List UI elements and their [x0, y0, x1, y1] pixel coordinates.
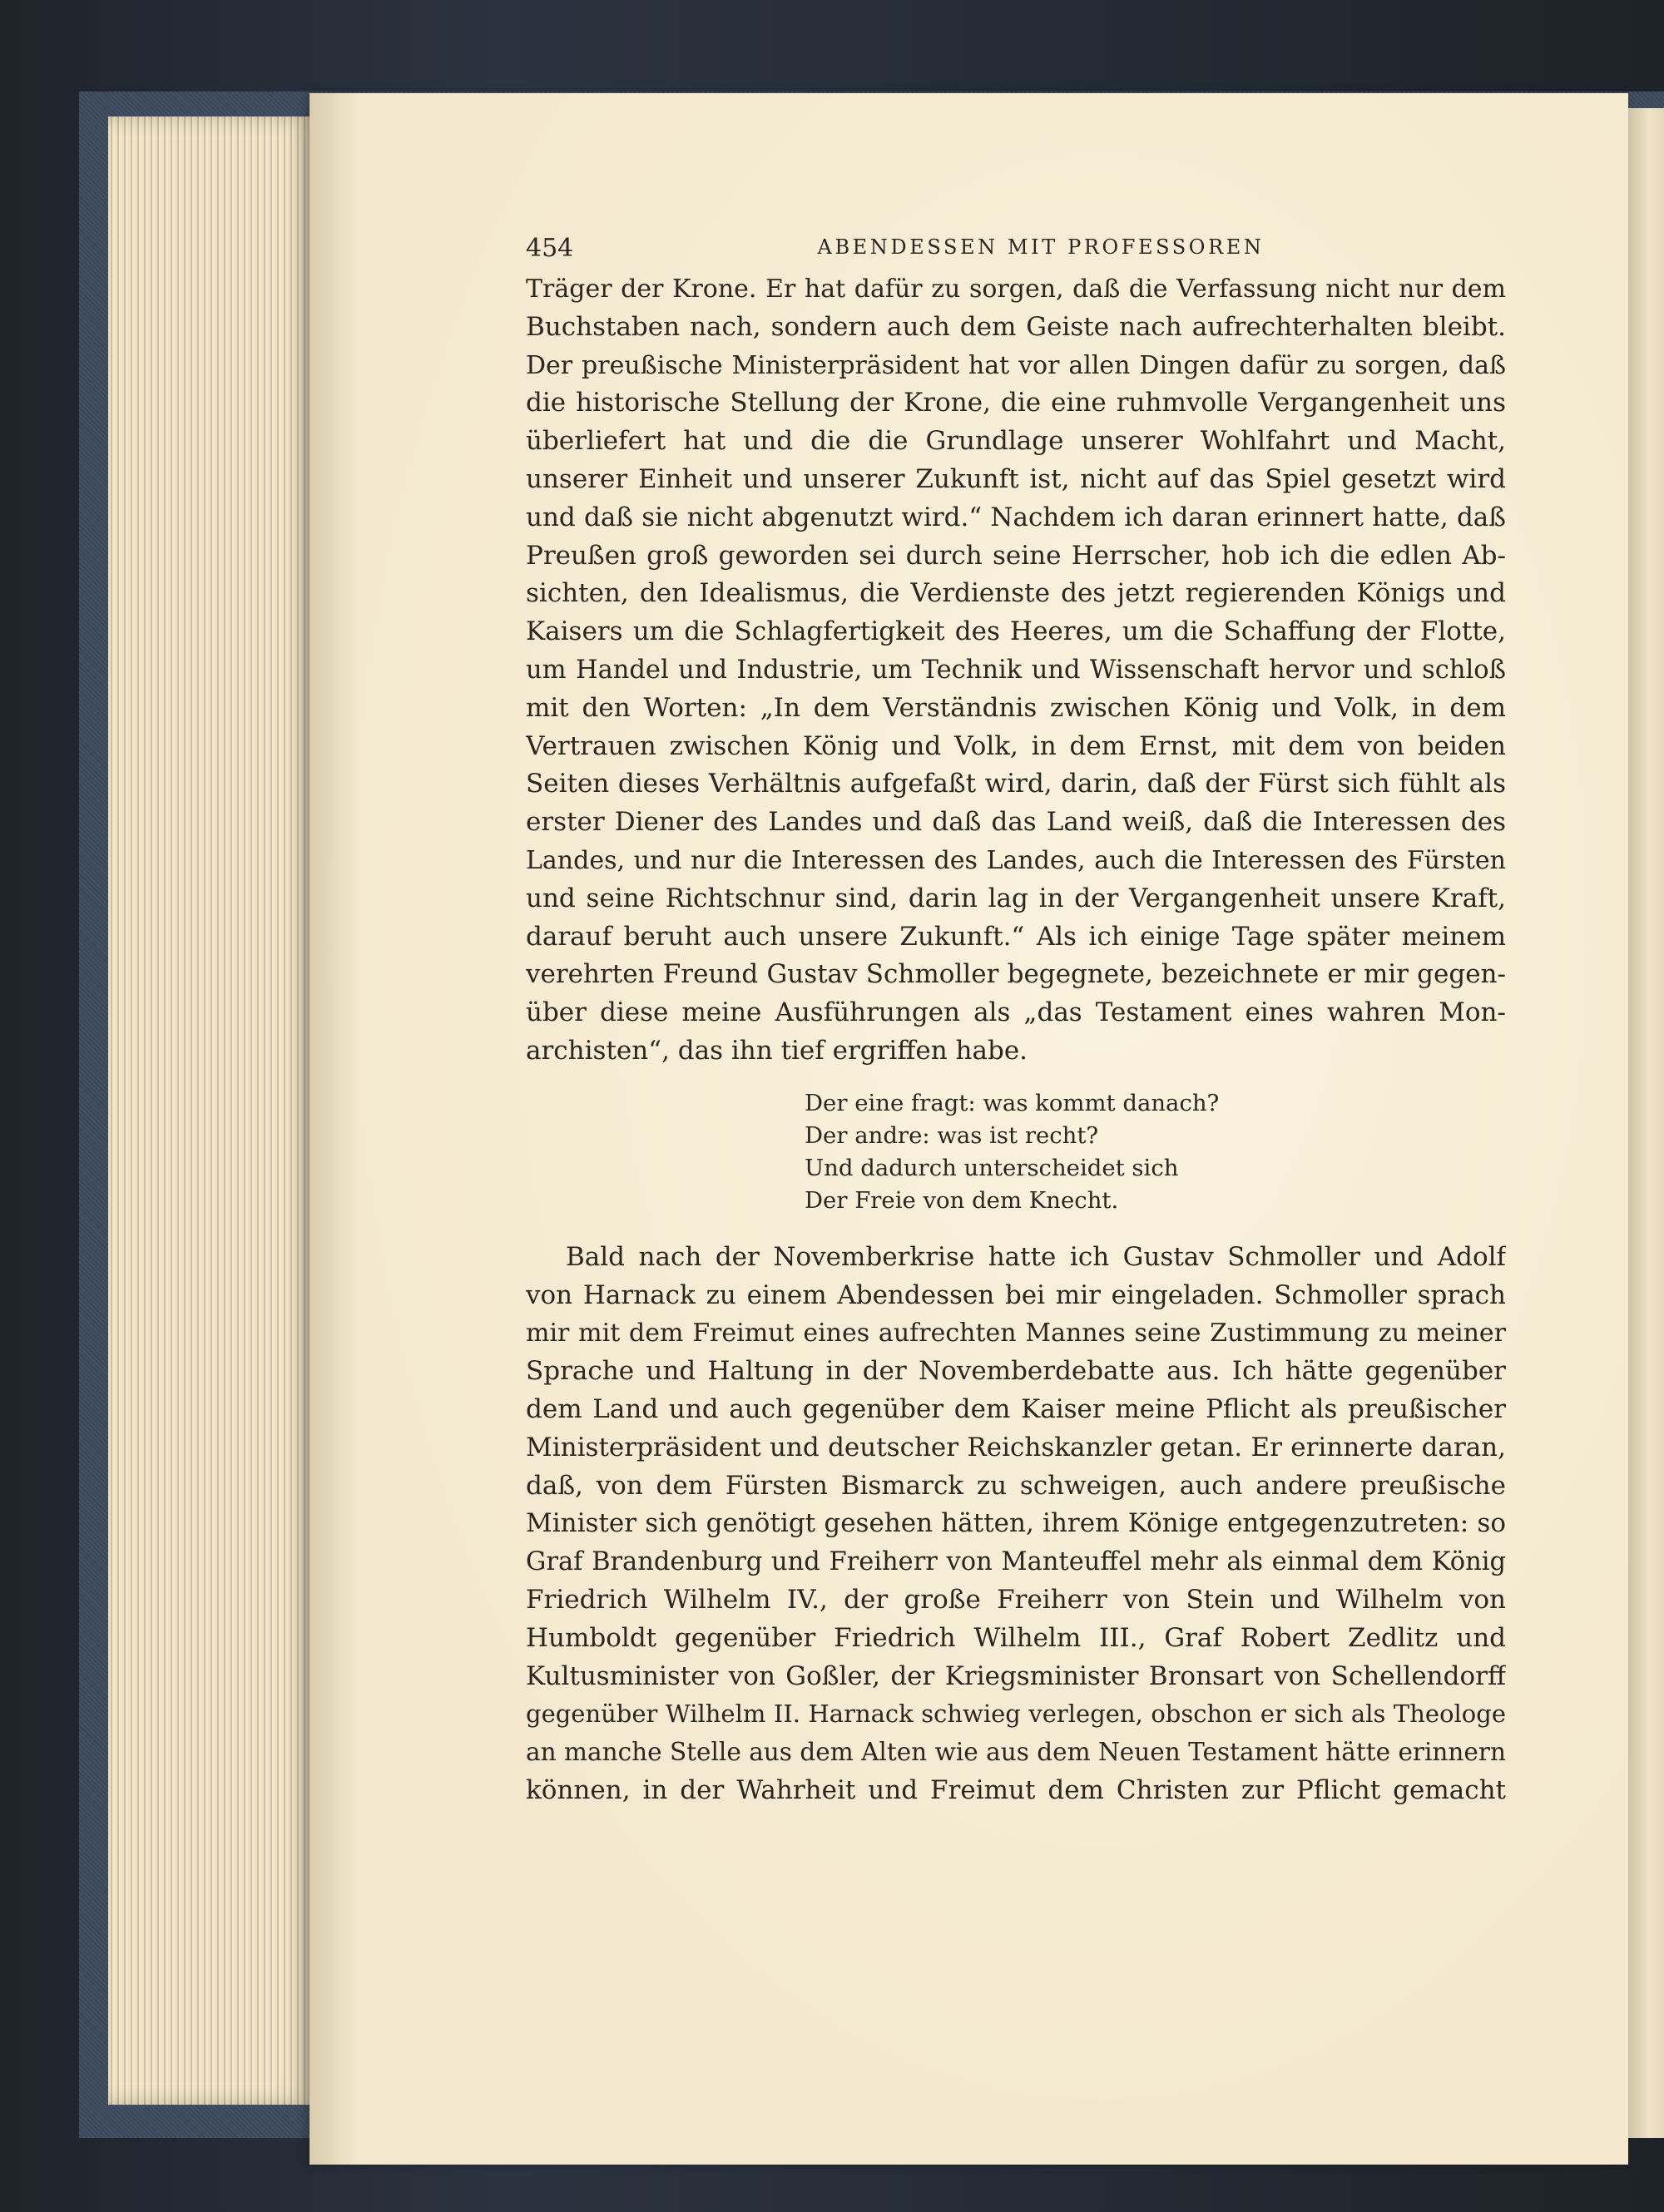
text-line: Sprache und Haltung in der Novemberdebatte aus. Ich hätte gegenüber: [526, 1356, 1506, 1387]
verse-line: Der eine fragt: was kommt danach?: [805, 1089, 1220, 1116]
text-line: können, in der Wahrheit und Freimut dem Christen zur Pflicht gemacht: [526, 1774, 1506, 1805]
text-line: Preußen groß geworden sei durch seine Herrscher, hob ich die edlen Ab-: [526, 540, 1506, 571]
verse-line: Der Freie von dem Knecht.: [805, 1186, 1119, 1214]
text-line: Minister sich genötigt gesehen hätten, ihrem Könige entgegenzutreten: so: [526, 1508, 1506, 1539]
verse-quote: [805, 1087, 1506, 1217]
text-line: von Harnack zu einem Abendessen bei mir eingeladen. Schmoller sprach: [526, 1279, 1506, 1310]
text-line: und seine Richtschnur sind, darin lag in der Vergangenheit unsere Kraft,: [526, 883, 1506, 913]
page-header: [526, 229, 1506, 270]
page-content: [526, 229, 1506, 1810]
text-line: mit den Worten: „In dem Verständnis zwischen König und Volk, in dem: [526, 692, 1506, 723]
facing-page-edge: [1628, 108, 1664, 2138]
page-number: 454: [526, 234, 574, 263]
text-line: verehrten Freund Gustav Schmoller begegnete, bezeichnete er mir gegen-: [526, 959, 1506, 990]
text-line: die historische Stellung der Krone, die eine ruhmvolle Vergangenheit uns: [526, 388, 1506, 418]
text-line: an manche Stelle aus dem Alten wie aus dem Neuen Testament hätte erinnern: [526, 1738, 1506, 1767]
running-head: ABENDESSEN MIT PROFESSOREN: [817, 235, 1265, 259]
text-line: darauf beruht auch unsere Zukunft.“ Als ich einige Tage später meinem: [526, 921, 1506, 952]
verse-line: Und dadurch unterscheidet sich: [805, 1154, 1179, 1181]
text-line: Träger der Krone. Er hat dafür zu sorgen, daß die Verfassung nicht nur dem: [526, 275, 1506, 304]
text-line: Buchstaben nach, sondern auch dem Geiste nach aufrechterhalten bleibt.: [526, 311, 1506, 342]
text-line: sichten, den Idealismus, die Verdienste des jetzt regierenden Königs und: [526, 578, 1506, 609]
text-line: Kultusminister von Goßler, der Kriegsminister Bronsart von Schellendorff: [526, 1660, 1506, 1691]
text-line: daß, von dem Fürsten Bismarck zu schweigen, auch andere preußische: [526, 1470, 1506, 1501]
text-line: überliefert hat und die die Grundlage unserer Wohlfahrt und Macht,: [526, 426, 1506, 457]
text-line: um Handel und Industrie, um Technik und Wissenschaft hervor und schloß: [526, 655, 1506, 685]
text-line: Friedrich Wilhelm IV., der große Freiherr von Stein und Wilhelm von: [526, 1584, 1506, 1615]
text-line: dem Land und auch gegenüber dem Kaiser meine Pflicht als preußischer: [526, 1393, 1506, 1424]
text-line: Landes, und nur die Interessen des Landes, auch die Interessen des Fürsten: [526, 845, 1506, 875]
text-line: Seiten dieses Verhältnis aufgefaßt wird, darin, daß der Fürst sich fühlt als: [526, 769, 1506, 799]
text-line: archisten“, das ihn tief ergriffen habe.: [526, 1035, 1028, 1066]
text-line: unserer Einheit und unserer Zukunft ist, nicht auf das Spiel gesetzt wird: [526, 463, 1506, 494]
paragraph-1: [526, 270, 1506, 1071]
verse-line: Der andre: was ist recht?: [805, 1121, 1099, 1149]
text-line: erster Diener des Landes und daß das Land weiß, daß die Interessen des: [526, 807, 1506, 838]
text-line: mir mit dem Freimut eines aufrechten Mannes seine Zustimmung zu meiner: [526, 1319, 1506, 1348]
text-line: Der preußische Ministerpräsident hat vor allen Dingen dafür zu sorgen, daß: [526, 350, 1506, 380]
text-line: über diese meine Ausführungen als „das Testament eines wahren Mon-: [526, 997, 1506, 1028]
text-line: Humboldt gegenüber Friedrich Wilhelm III., Graf Robert Zedlitz und: [526, 1622, 1506, 1653]
text-line: gegenüber Wilhelm II. Harnack schwieg verlegen, obschon er sich als Theologe: [526, 1700, 1506, 1729]
text-line: und daß sie nicht abgenutzt wird.“ Nachdem ich daran erinnert hatte, daß: [526, 502, 1506, 532]
paragraph-2: [526, 1239, 1506, 1810]
page-edges: [108, 116, 316, 2105]
text-line: Kaisers um die Schlagfertigkeit des Heeres, um die Schaffung der Flotte,: [526, 616, 1506, 647]
text-line: Vertrauen zwischen König und Volk, in dem Ernst, mit dem von beiden: [526, 730, 1506, 761]
text-line: Bald nach der Novemberkrise hatte ich Gustav Schmoller und Adolf: [566, 1241, 1506, 1272]
text-line: Ministerpräsident und deutscher Reichskanzler getan. Er erinnerte daran,: [526, 1432, 1506, 1462]
text-line: Graf Brandenburg und Freiherr von Manteuffel mehr als einmal dem König: [526, 1547, 1506, 1577]
